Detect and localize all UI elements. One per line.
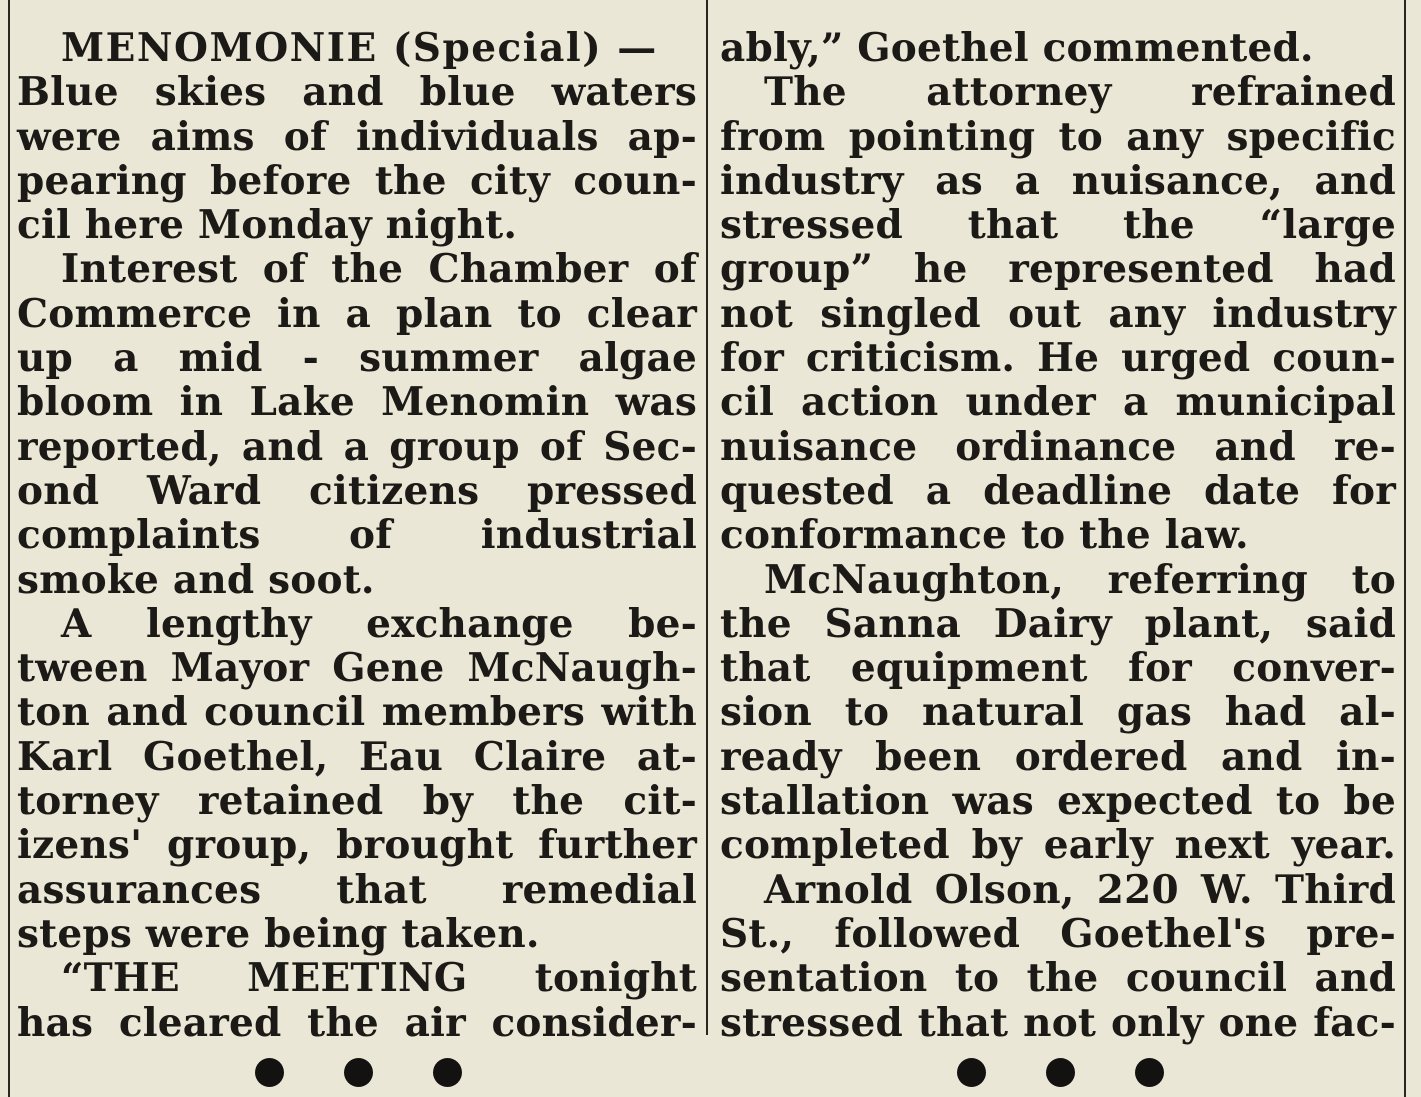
bullet-dot: [1046, 1058, 1075, 1087]
article-line: not singled out any industry: [720, 290, 1396, 337]
article-line: the Sanna Dairy plant, said: [720, 600, 1396, 647]
article-line: izens' group, brought further: [17, 822, 697, 869]
article-line: St., followed Goethel's pre-: [720, 910, 1396, 957]
bullet-dot: [433, 1058, 462, 1087]
article-line: for criticism. He urged coun-: [720, 335, 1396, 382]
article-line: stressed that not only one fac-: [720, 999, 1396, 1046]
bullet-dot: [255, 1058, 284, 1087]
left-column-rule: [8, 0, 10, 1097]
right-article-column: [720, 26, 1396, 1045]
article-line: cil action under a municipal: [720, 379, 1396, 426]
bullet-dot: [344, 1058, 373, 1087]
article-line: conformance to the law.: [720, 512, 1249, 559]
article-line: “THE MEETING tonight: [61, 955, 697, 1002]
article-line: A lengthy exchange be-: [61, 600, 697, 647]
article-line: MENOMONIE (Special) —: [61, 25, 658, 71]
article-line: completed by early next year.: [720, 822, 1396, 869]
article-line: cil here Monday night.: [17, 202, 518, 249]
article-line: smoke and soot.: [17, 556, 375, 603]
article-line: sentation to the council and: [720, 955, 1396, 1002]
article-line: has cleared the air consider-: [17, 999, 697, 1046]
article-line: ably,” Goethel commented.: [720, 25, 1314, 71]
right-column-rule: [1404, 0, 1406, 1097]
article-line: ready been ordered and in-: [720, 733, 1396, 780]
article-line: McNaughton, referring to: [764, 556, 1396, 603]
article-line: nuisance ordinance and re-: [720, 423, 1396, 470]
article-line: bloom in Lake Menomin was: [17, 379, 697, 426]
bullet-dot: [1135, 1058, 1164, 1087]
article-line: torney retained by the cit-: [17, 778, 697, 825]
article-line: stressed that the “large: [720, 202, 1396, 249]
article-line: stallation was expected to be: [720, 778, 1396, 825]
article-line: reported, and a group of Sec-: [17, 423, 697, 470]
article-line: were aims of individuals ap-: [17, 113, 697, 160]
article-line: Blue skies and blue waters: [17, 69, 697, 116]
article-line: quested a deadline date for: [720, 467, 1396, 514]
article-line: The attorney refrained: [764, 69, 1396, 116]
article-line: Karl Goethel, Eau Claire at-: [17, 733, 697, 780]
article-line: assurances that remedial: [17, 866, 697, 913]
center-column-rule: [706, 0, 708, 1035]
bullet-dot: [957, 1058, 986, 1087]
article-line: group” he represented had: [720, 246, 1396, 293]
article-line: pearing before the city coun-: [17, 157, 697, 204]
article-line: Interest of the Chamber of: [61, 246, 697, 293]
article-line: steps were being taken.: [17, 910, 540, 957]
article-line: up a mid - summer algae: [17, 335, 697, 382]
article-line: Arnold Olson, 220 W. Third: [764, 866, 1396, 913]
article-line: ton and council members with: [17, 689, 697, 736]
article-line: Commerce in a plan to clear: [17, 290, 697, 337]
article-line: ond Ward citizens pressed: [17, 467, 697, 514]
article-line: industry as a nuisance, and: [720, 157, 1396, 204]
article-line: from pointing to any specific: [720, 113, 1396, 160]
right-section-break-dots: [957, 1058, 1164, 1087]
left-article-column: [17, 26, 697, 1045]
article-line: sion to natural gas had al-: [720, 689, 1396, 736]
article-line: that equipment for conver-: [720, 645, 1396, 692]
article-line: tween Mayor Gene McNaugh-: [17, 645, 697, 692]
left-section-break-dots: [255, 1058, 462, 1087]
article-line: complaints of industrial: [17, 512, 697, 559]
